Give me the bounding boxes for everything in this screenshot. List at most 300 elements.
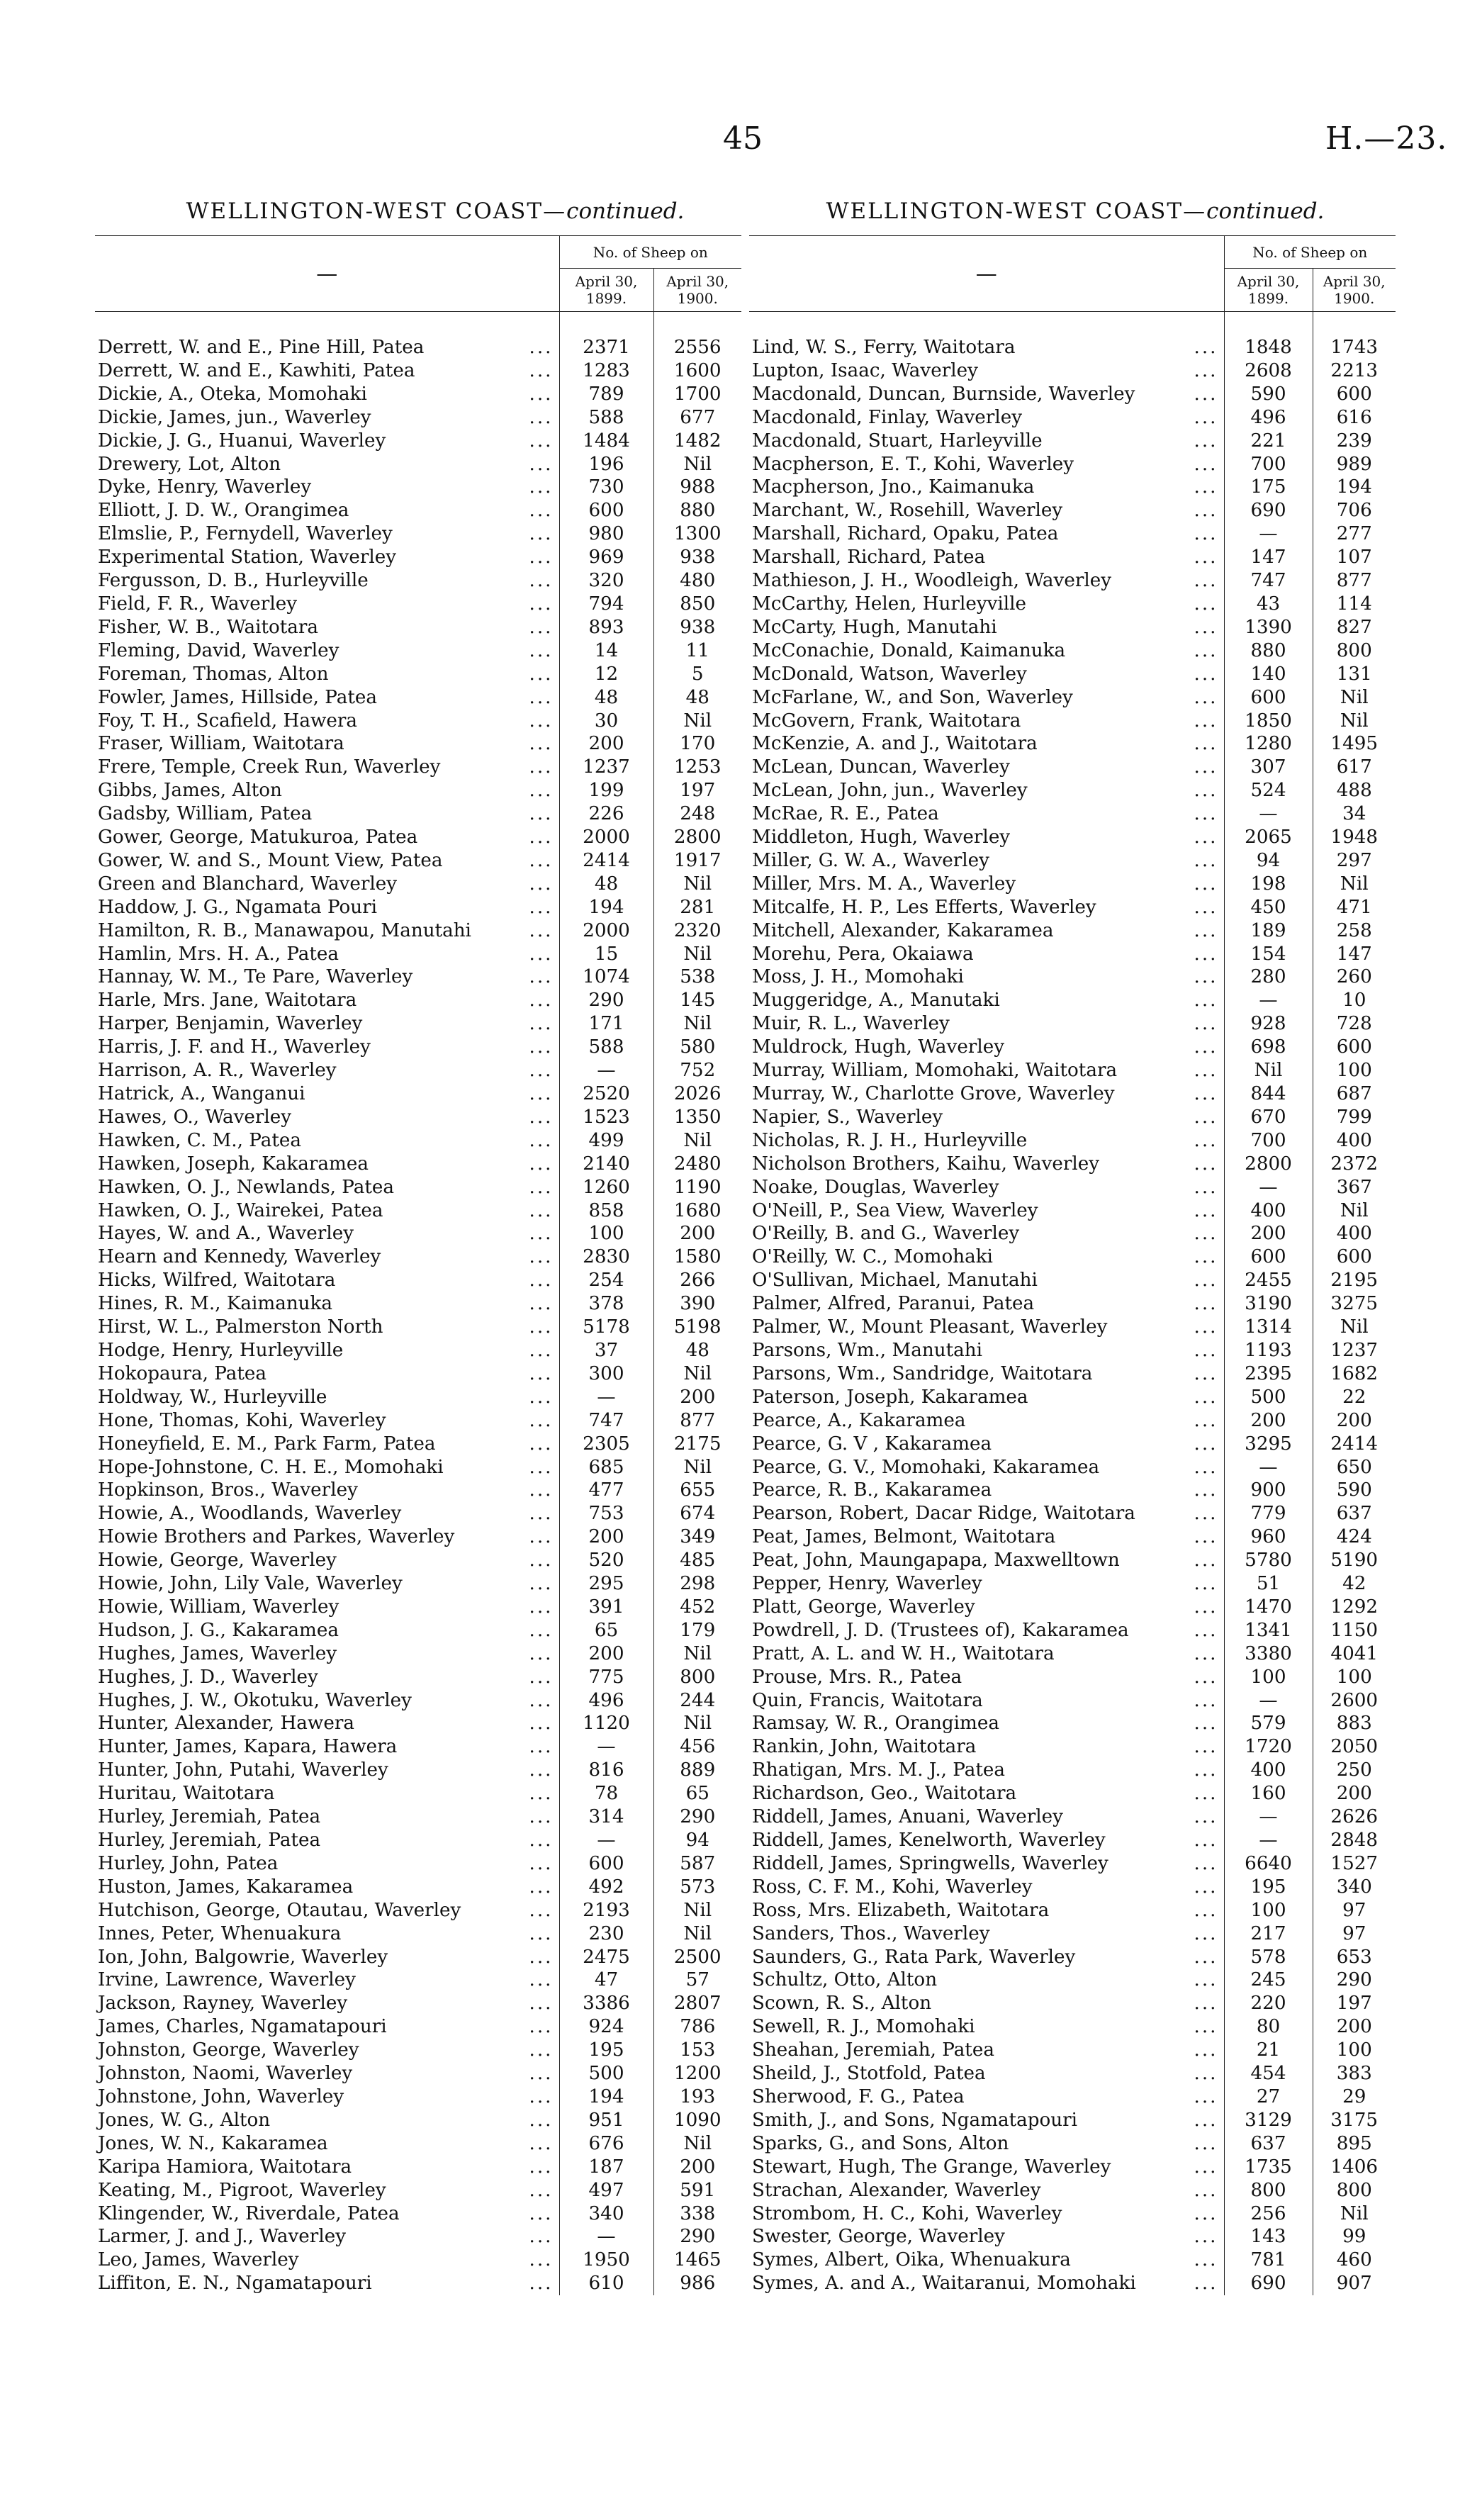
owner-name: Macpherson, Jno., Kaimanuka ... xyxy=(752,476,1218,498)
owner-name: Richardson, Geo., Waitotara ... xyxy=(752,1783,1218,1805)
table-row xyxy=(95,2179,741,2202)
table-row xyxy=(749,1129,1396,1153)
sheep-1899: 600 xyxy=(559,1852,653,1876)
sheep-1900: 65 xyxy=(653,1782,741,1805)
sheep-1900: 1743 xyxy=(1313,336,1396,359)
table-row xyxy=(95,1059,741,1082)
owner-name: Muldrock, Hugh, Waverley ... xyxy=(752,1036,1218,1058)
sheep-1900: 200 xyxy=(653,2156,741,2179)
owner-name: Scown, R. S., Alton ... xyxy=(752,1993,1218,2015)
table-row xyxy=(95,569,741,593)
table-row xyxy=(749,686,1396,710)
sheep-1900: 1580 xyxy=(653,1245,741,1269)
owner-name: Parsons, Wm., Sandridge, Waitotara ... xyxy=(752,1362,1218,1384)
owner-name: Johnston, George, Waverley ... xyxy=(98,2039,554,2061)
sheep-1900: 170 xyxy=(653,732,741,756)
sheep-1900: 687 xyxy=(1313,1082,1396,1106)
table-row xyxy=(95,593,741,616)
sheep-1899: — xyxy=(559,1386,653,1409)
table-row xyxy=(95,2039,741,2062)
owner-name: Marshall, Richard, Opaku, Patea ... xyxy=(752,523,1218,545)
sheep-1899: 400 xyxy=(1224,1759,1313,1782)
owner-name: Frere, Temple, Creek Run, Waverley ... xyxy=(98,756,554,778)
sheep-1900: 1700 xyxy=(653,383,741,406)
sheep-1900: 653 xyxy=(1313,1946,1396,1969)
sheep-1899: 2000 xyxy=(559,826,653,849)
sheep-1899: 48 xyxy=(559,686,653,710)
table-row xyxy=(95,359,741,383)
table-row xyxy=(95,616,741,639)
sheep-1900: 591 xyxy=(653,2179,741,2202)
sheep-1899: 220 xyxy=(1224,1992,1313,2015)
table-row xyxy=(95,522,741,546)
owner-name: Murray, William, Momohaki, Waitotara ... xyxy=(752,1060,1218,1082)
table-row xyxy=(749,1969,1396,1992)
owner-name: Lind, W. S., Ferry, Waitotara ... xyxy=(752,337,1218,358)
sheep-1900: 248 xyxy=(653,802,741,826)
owner-name: Howie, John, Lily Vale, Waverley ... xyxy=(98,1573,554,1595)
sheep-1900: 193 xyxy=(653,2085,741,2109)
table-row xyxy=(95,639,741,663)
sheep-1900: 197 xyxy=(653,779,741,802)
table-row xyxy=(749,1782,1396,1805)
table-row xyxy=(95,1269,741,1292)
sheep-1899: 690 xyxy=(1224,2272,1313,2295)
owner-name: Experimental Station, Waverley ... xyxy=(98,547,554,569)
owner-name: McCarthy, Helen, Hurleyville ... xyxy=(752,593,1218,615)
sheep-1900: 29 xyxy=(1313,2085,1396,2109)
owner-name: Fowler, James, Hillside, Patea ... xyxy=(98,686,554,708)
table-row xyxy=(749,1642,1396,1666)
table-row xyxy=(749,1525,1396,1549)
owner-name: McGovern, Frank, Waitotara ... xyxy=(752,710,1218,732)
sheep-1899: 3190 xyxy=(1224,1292,1313,1316)
left-column-title: WELLINGTON-WEST COAST—continued. xyxy=(186,198,685,224)
sheep-1900: 194 xyxy=(1313,476,1396,499)
sheep-1899: 858 xyxy=(559,1199,653,1223)
sheep-1900: 34 xyxy=(1313,802,1396,826)
table-row xyxy=(95,663,741,686)
table-row xyxy=(95,499,741,522)
sheep-1899: 200 xyxy=(1224,1222,1313,1245)
table-row xyxy=(95,873,741,896)
sheep-1900: 1917 xyxy=(653,849,741,873)
owner-name: Miller, Mrs. M. A., Waverley ... xyxy=(752,873,1218,895)
table-row xyxy=(95,406,741,430)
sheep-1900: 617 xyxy=(1313,756,1396,779)
owner-name: O'Reilly, W. C., Momohaki ... xyxy=(752,1246,1218,1268)
sheep-1900: 988 xyxy=(653,476,741,499)
owner-name: Hokopaura, Patea ... xyxy=(98,1362,554,1384)
owner-name: O'Neill, P., Sea View, Waverley ... xyxy=(752,1199,1218,1221)
table-row xyxy=(95,1992,741,2015)
owner-name: Gibbs, James, Alton ... xyxy=(98,780,554,802)
table-row xyxy=(749,2062,1396,2085)
table-row xyxy=(95,1596,741,1619)
sheep-1899: 816 xyxy=(559,1759,653,1782)
table-row xyxy=(749,1386,1396,1409)
sheep-1900: 580 xyxy=(653,1036,741,1059)
sheep-1900: Nil xyxy=(1313,2202,1396,2226)
owner-name: Liffiton, E. N., Ngamatapouri ... xyxy=(98,2273,554,2295)
table-row xyxy=(749,1106,1396,1129)
sheep-1899: 1848 xyxy=(1224,336,1313,359)
owner-name: Mathieson, J. H., Woodleigh, Waverley ... xyxy=(752,570,1218,592)
table-row xyxy=(749,1876,1396,1899)
sheep-1900: 266 xyxy=(653,1269,741,1292)
sheep-1900: 200 xyxy=(653,1222,741,1245)
sheep-1899: 400 xyxy=(1224,1199,1313,1223)
owner-name: Dickie, James, jun., Waverley ... xyxy=(98,406,554,428)
owner-name: Macpherson, E. T., Kohi, Waverley ... xyxy=(752,453,1218,475)
owner-name: Jackson, Rayney, Waverley ... xyxy=(98,1993,554,2015)
sheep-1899: 200 xyxy=(1224,1409,1313,1433)
table-row xyxy=(749,522,1396,546)
sheep-1900: 200 xyxy=(1313,2015,1396,2039)
sheep-1899: — xyxy=(1224,802,1313,826)
table-row xyxy=(749,569,1396,593)
owner-name: Noake, Douglas, Waverley ... xyxy=(752,1176,1218,1198)
owner-name: Napier, S., Waverley ... xyxy=(752,1106,1218,1128)
sheep-1899: 37 xyxy=(559,1339,653,1362)
owner-name: Foy, T. H., Scafield, Hawera ... xyxy=(98,710,554,732)
owner-name: Mitcalfe, H. P., Les Efferts, Waverley ... xyxy=(752,896,1218,918)
sheep-1899: 200 xyxy=(559,1642,653,1666)
left-header-dash: — xyxy=(95,236,559,312)
owner-name: Harrison, A. R., Waverley ... xyxy=(98,1060,554,1082)
sheep-1899: 690 xyxy=(1224,499,1313,522)
table-row xyxy=(749,2039,1396,2062)
sheep-1900: 2050 xyxy=(1313,1735,1396,1759)
sheep-1899: 1280 xyxy=(1224,732,1313,756)
sheep-1900: 480 xyxy=(653,569,741,593)
table-row xyxy=(749,1316,1396,1339)
sheep-1899: 6640 xyxy=(1224,1852,1313,1876)
owner-name: Fleming, David, Waverley ... xyxy=(98,639,554,661)
owner-name: Middleton, Hugh, Waverley ... xyxy=(752,827,1218,849)
sheep-1900: 587 xyxy=(653,1852,741,1876)
sheep-1899: 51 xyxy=(1224,1572,1313,1596)
sheep-1899: 147 xyxy=(1224,546,1313,569)
owner-name: Klingender, W., Riverdale, Patea ... xyxy=(98,2202,554,2224)
owner-name: Ion, John, Balgowrie, Waverley ... xyxy=(98,1946,554,1968)
owner-name: Gower, W. and S., Mount View, Patea ... xyxy=(98,849,554,871)
owner-name: Hawes, O., Waverley ... xyxy=(98,1106,554,1128)
sheep-1899: 196 xyxy=(559,453,653,476)
sheep-1900: 600 xyxy=(1313,1036,1396,1059)
sheep-1900: 752 xyxy=(653,1059,741,1082)
owner-name: Hughes, J. W., Okotuku, Waverley ... xyxy=(98,1689,554,1711)
table-row xyxy=(749,1479,1396,1502)
table-row xyxy=(95,1456,741,1479)
table-row xyxy=(749,2272,1396,2295)
table-row xyxy=(95,1852,741,1876)
owner-name: Sanders, Thos., Waverley ... xyxy=(752,1922,1218,1944)
owner-name: Gower, George, Matukuroa, Patea ... xyxy=(98,827,554,849)
table-row xyxy=(749,1433,1396,1456)
sheep-1899: 747 xyxy=(1224,569,1313,593)
table-row xyxy=(749,2156,1396,2179)
table-row xyxy=(95,1525,741,1549)
sheep-1899: 199 xyxy=(559,779,653,802)
table-row xyxy=(749,1339,1396,1362)
owner-name: Harper, Benjamin, Waverley ... xyxy=(98,1013,554,1035)
sheep-1900: 290 xyxy=(653,2225,741,2249)
owner-name: Dyke, Henry, Waverley ... xyxy=(98,476,554,498)
owner-name: Honeyfield, E. M., Park Farm, Patea ... xyxy=(98,1433,554,1455)
right-sheep-table xyxy=(749,235,1396,2295)
sheep-1900: 800 xyxy=(653,1666,741,1689)
table-row xyxy=(749,639,1396,663)
sheep-1899: — xyxy=(1224,522,1313,546)
table-row xyxy=(95,686,741,710)
sheep-1900: 298 xyxy=(653,1572,741,1596)
owner-name: Green and Blanchard, Waverley ... xyxy=(98,873,554,895)
owner-name: Hughes, James, Waverley ... xyxy=(98,1642,554,1664)
sheep-1899: 496 xyxy=(559,1689,653,1713)
table-row xyxy=(95,1502,741,1525)
table-row xyxy=(749,1082,1396,1106)
sheep-1900: 460 xyxy=(1313,2249,1396,2272)
owner-name: Elmslie, P., Fernydell, Waverley ... xyxy=(98,523,554,545)
sheep-1899: 256 xyxy=(1224,2202,1313,2226)
table-row xyxy=(95,2156,741,2179)
sheep-1900: 42 xyxy=(1313,1572,1396,1596)
table-row xyxy=(749,779,1396,802)
table-row xyxy=(95,965,741,989)
table-row xyxy=(95,1619,741,1642)
table-row xyxy=(95,1409,741,1433)
owner-name: Riddell, James, Anuani, Waverley ... xyxy=(752,1806,1218,1828)
sheep-1900: Nil xyxy=(1313,1316,1396,1339)
owner-name: Derrett, W. and E., Kawhiti, Patea ... xyxy=(98,359,554,381)
owner-name: Derrett, W. and E., Pine Hill, Patea ... xyxy=(98,337,554,358)
table-row xyxy=(749,1852,1396,1876)
sheep-1899: 12 xyxy=(559,663,653,686)
sheep-1899: 500 xyxy=(559,2062,653,2085)
sheep-1900: 1150 xyxy=(1313,1619,1396,1642)
owner-name: Howie, George, Waverley ... xyxy=(98,1550,554,1572)
sheep-1899: 450 xyxy=(1224,896,1313,919)
sheep-1900: 728 xyxy=(1313,1012,1396,1036)
sheep-1900: 145 xyxy=(653,989,741,1012)
table-row xyxy=(749,1572,1396,1596)
sheep-1899: 1193 xyxy=(1224,1339,1313,1362)
owner-name: Fraser, William, Waitotara ... xyxy=(98,733,554,755)
sheep-1900: 1300 xyxy=(653,522,741,546)
sheep-1900: 2800 xyxy=(653,826,741,849)
sheep-1900: 2320 xyxy=(653,919,741,943)
sheep-1900: 2807 xyxy=(653,1992,741,2015)
table-row xyxy=(749,873,1396,896)
table-row xyxy=(749,1689,1396,1713)
table-row xyxy=(95,1339,741,1362)
owner-name: Fergusson, D. B., Hurleyville ... xyxy=(98,570,554,592)
sheep-1900: 147 xyxy=(1313,943,1396,966)
table-row xyxy=(749,2249,1396,2272)
sheep-1899: 254 xyxy=(559,1269,653,1292)
owner-name: Hearn and Kennedy, Waverley ... xyxy=(98,1246,554,1268)
table-row xyxy=(749,919,1396,943)
sheep-1899: 600 xyxy=(559,499,653,522)
owner-name: Dickie, A., Oteka, Momohaki ... xyxy=(98,383,554,405)
sheep-1899: 500 xyxy=(1224,1386,1313,1409)
sheep-1900: Nil xyxy=(653,710,741,733)
sheep-1899: 2608 xyxy=(1224,359,1313,383)
table-row xyxy=(749,1199,1396,1223)
sheep-1899: 477 xyxy=(559,1479,653,1502)
right-header-1900: April 30, 1900. xyxy=(1313,269,1396,312)
sheep-1900: 590 xyxy=(1313,1479,1396,1502)
sheep-1899: 198 xyxy=(1224,873,1313,896)
sheep-1899: 579 xyxy=(1224,1712,1313,1735)
table-row xyxy=(95,710,741,733)
owner-name: Paterson, Joseph, Kakaramea ... xyxy=(752,1386,1218,1408)
sheep-1900: 290 xyxy=(653,1805,741,1829)
sheep-1899: 314 xyxy=(559,1805,653,1829)
sheep-1900: 277 xyxy=(1313,522,1396,546)
owner-name: Hodge, Henry, Hurleyville ... xyxy=(98,1339,554,1361)
sheep-1899: 200 xyxy=(559,732,653,756)
sheep-1899: 27 xyxy=(1224,2085,1313,2109)
table-row xyxy=(95,756,741,779)
sheep-1899: 21 xyxy=(1224,2039,1313,2062)
sheep-1899: 497 xyxy=(559,2179,653,2202)
owner-name: Drewery, Lot, Alton ... xyxy=(98,453,554,475)
table-row xyxy=(95,919,741,943)
table-row xyxy=(749,499,1396,522)
owner-name: Symes, Albert, Oika, Whenuakura ... xyxy=(752,2249,1218,2271)
sheep-1900: 800 xyxy=(1313,2179,1396,2202)
sheep-1900: 100 xyxy=(1313,1059,1396,1082)
left-header-1900: April 30, 1900. xyxy=(653,269,741,312)
table-row xyxy=(749,1922,1396,1946)
owner-name: McLean, Duncan, Waverley ... xyxy=(752,756,1218,778)
sheep-1900: 400 xyxy=(1313,1129,1396,1153)
sheep-1899: 189 xyxy=(1224,919,1313,943)
sheep-1899: 226 xyxy=(559,802,653,826)
owner-name: Sewell, R. J., Momohaki ... xyxy=(752,2016,1218,2038)
owner-name: Hawken, O. J., Wairekei, Patea ... xyxy=(98,1199,554,1221)
sheep-1900: 107 xyxy=(1313,546,1396,569)
owner-name: Hunter, James, Kapara, Hawera ... xyxy=(98,1736,554,1758)
sheep-1900: 799 xyxy=(1313,1106,1396,1129)
table-row xyxy=(749,1245,1396,1269)
sheep-1900: 131 xyxy=(1313,663,1396,686)
owner-name: Huritau, Waitotara ... xyxy=(98,1783,554,1805)
table-row xyxy=(749,732,1396,756)
owner-name: Innes, Peter, Whenuakura ... xyxy=(98,1922,554,1944)
sheep-1900: 97 xyxy=(1313,1899,1396,1922)
table-row xyxy=(749,1829,1396,1852)
table-row xyxy=(95,1829,741,1852)
sheep-1900: 485 xyxy=(653,1549,741,1572)
sheep-1900: 883 xyxy=(1313,1712,1396,1735)
owner-name: Ramsay, W. R., Orangimea ... xyxy=(752,1713,1218,1735)
sheep-1900: 2626 xyxy=(1313,1805,1396,1829)
owner-name: Johnston, Naomi, Waverley ... xyxy=(98,2063,554,2085)
sheep-1900: 297 xyxy=(1313,849,1396,873)
sheep-1899: 1720 xyxy=(1224,1735,1313,1759)
table-row xyxy=(749,1292,1396,1316)
table-row xyxy=(95,2109,741,2132)
sheep-1899: 924 xyxy=(559,2015,653,2039)
sheep-1899: 140 xyxy=(1224,663,1313,686)
sheep-1899: 524 xyxy=(1224,779,1313,802)
owner-name: Macdonald, Finlay, Waverley ... xyxy=(752,406,1218,428)
sheep-1900: 99 xyxy=(1313,2225,1396,2249)
owner-name: Foreman, Thomas, Alton ... xyxy=(98,663,554,685)
sheep-1900: 895 xyxy=(1313,2132,1396,2156)
sheep-1900: 239 xyxy=(1313,430,1396,453)
table-row xyxy=(749,965,1396,989)
owner-name: Lupton, Isaac, Waverley ... xyxy=(752,359,1218,381)
sheep-1899: 1735 xyxy=(1224,2156,1313,2179)
sheep-1899: — xyxy=(1224,1805,1313,1829)
sheep-1899: 5178 xyxy=(559,1316,653,1339)
sheep-1899: 2830 xyxy=(559,1245,653,1269)
table-row xyxy=(95,1712,741,1735)
owner-name: Ross, Mrs. Elizabeth, Waitotara ... xyxy=(752,1899,1218,1921)
owner-name: Mitchell, Alexander, Kakaramea ... xyxy=(752,919,1218,941)
sheep-1900: 488 xyxy=(1313,779,1396,802)
owner-name: Elliott, J. D. W., Orangimea ... xyxy=(98,500,554,522)
table-row xyxy=(749,546,1396,569)
table-row xyxy=(95,1549,741,1572)
table-row xyxy=(749,1735,1396,1759)
table-row xyxy=(749,1805,1396,1829)
sheep-1899: 2140 xyxy=(559,1153,653,1176)
sheep-1900: 1527 xyxy=(1313,1852,1396,1876)
sheep-1899: 230 xyxy=(559,1922,653,1946)
owner-name: Pearce, A., Kakaramea ... xyxy=(752,1409,1218,1431)
left-sheep-table xyxy=(95,235,741,2295)
owner-name: Hines, R. M., Kaimanuka ... xyxy=(98,1293,554,1315)
table-row xyxy=(95,1129,741,1153)
sheep-1900: 1200 xyxy=(653,2062,741,2085)
owner-name: Hawken, O. J., Newlands, Patea ... xyxy=(98,1176,554,1198)
sheep-1900: 800 xyxy=(1313,639,1396,663)
sheep-1899: 47 xyxy=(559,1969,653,1992)
table-row xyxy=(749,849,1396,873)
owner-name: Pearce, G. V , Kakaramea ... xyxy=(752,1433,1218,1455)
table-row xyxy=(95,2272,741,2295)
table-row xyxy=(749,663,1396,686)
sheep-1899: 951 xyxy=(559,2109,653,2132)
owner-name: McConachie, Donald, Kaimanuka ... xyxy=(752,639,1218,661)
owner-name: Hawken, Joseph, Kakaramea ... xyxy=(98,1153,554,1175)
owner-name: O'Sullivan, Michael, Manutahi ... xyxy=(752,1270,1218,1292)
sheep-1899: 2193 xyxy=(559,1899,653,1922)
sheep-1900: 2556 xyxy=(653,336,741,359)
table-row xyxy=(749,1712,1396,1735)
sheep-1900: 989 xyxy=(1313,453,1396,476)
table-row xyxy=(95,1572,741,1596)
document-reference: H.—23. xyxy=(1325,121,1448,157)
table-row xyxy=(749,2085,1396,2109)
table-row xyxy=(95,1922,741,1946)
table-row xyxy=(95,476,741,499)
sheep-1900: 200 xyxy=(1313,1409,1396,1433)
sheep-1899: 794 xyxy=(559,593,653,616)
table-row xyxy=(749,336,1396,359)
sheep-1899: 747 xyxy=(559,1409,653,1433)
owner-name: Hurley, Jeremiah, Patea ... xyxy=(98,1806,554,1828)
table-row xyxy=(749,2225,1396,2249)
sheep-1900: 880 xyxy=(653,499,741,522)
table-row xyxy=(95,1666,741,1689)
sheep-1899: 2371 xyxy=(559,336,653,359)
